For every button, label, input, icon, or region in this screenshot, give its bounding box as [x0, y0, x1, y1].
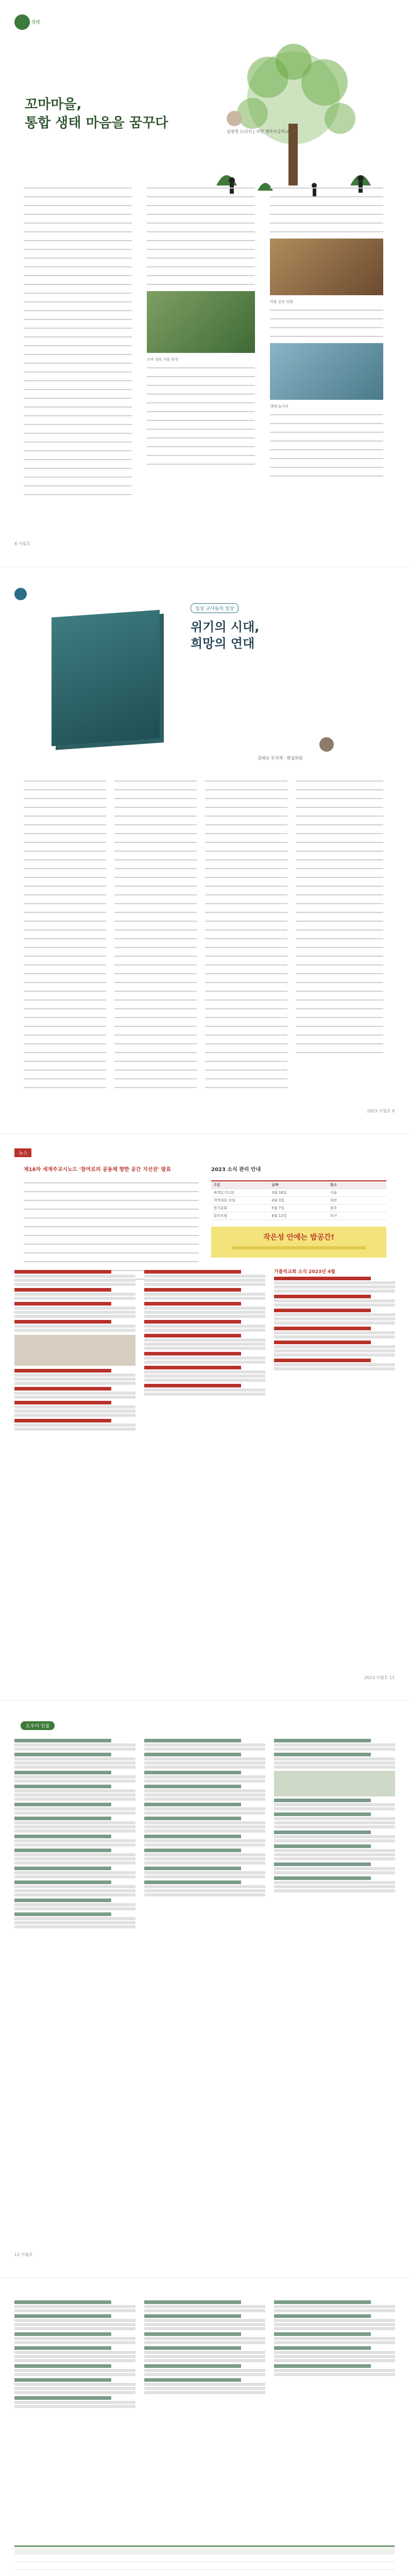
table-row: 지역대표 모임 4월 3일 대전 — [211, 1197, 386, 1205]
news-list-col-1 — [14, 1268, 135, 1432]
section-badge — [14, 588, 27, 600]
bottom-table — [14, 2546, 395, 2576]
article-page-1 — [0, 0, 409, 556]
page-footer: 2023 사월호 11 — [364, 1675, 395, 1680]
author-avatar — [227, 111, 242, 126]
book-cover-image — [52, 610, 160, 747]
listing-col-1 — [14, 1737, 135, 1929]
mid-headline: 2023 소식 관리 안내 — [211, 1167, 261, 1173]
listing-col-2 — [144, 1737, 265, 1897]
table-row: 정기총회 5월 7일 광주 — [211, 1205, 386, 1212]
photo-caption-2: 마을 공동 텃밭 — [270, 300, 294, 304]
banner-title: 작은성 안에는 밥공간! — [263, 1233, 334, 1242]
listing-col-3 — [274, 1737, 395, 1893]
yellow-banner — [211, 1227, 386, 1258]
right-headline: 가톨릭교회 소식 2023년 4월 — [274, 1269, 335, 1275]
table-header: 구분 날짜 장소 — [211, 1181, 386, 1189]
page-footer: 12 사월호 — [14, 2252, 33, 2257]
news-list-col-2 — [144, 1268, 265, 1397]
section-badge-label: 생태 — [31, 20, 40, 25]
article-photo-3 — [270, 343, 383, 400]
author-avatar — [319, 737, 334, 752]
listing-col-1 — [14, 2298, 135, 2409]
header-tag: 도우미 인물 — [21, 1721, 55, 1730]
table-row: 결산모임 6월 12일 부산 — [211, 1212, 386, 1220]
body-column-3 — [205, 778, 287, 1094]
body-column-1 — [24, 778, 106, 1094]
listing-page — [0, 1700, 409, 2267]
table-row: 세계일기도회 3월 16일 서울 — [211, 1189, 386, 1197]
section-badge — [14, 14, 30, 30]
body-column-3 — [270, 185, 383, 482]
tree-illustration — [196, 31, 391, 201]
body-column-4 — [296, 778, 383, 1059]
author-byline: 김태규 무지개 · 편집위원 — [258, 756, 303, 760]
photo-caption-3: 생태 놀이터 — [270, 404, 289, 409]
news-page — [0, 1133, 409, 1690]
schedule-table — [211, 1180, 386, 1220]
news-list-col-3 — [274, 1268, 395, 1371]
left-headline: 제18차 세계주교시노드 '참여로의 공동체 향한 공간 지선권' 발표 — [24, 1167, 171, 1173]
listing-col-3 — [274, 2298, 395, 2377]
body-column-1 — [24, 185, 132, 501]
header-tag: 일상 교사들의 일상 — [191, 603, 238, 613]
section-tag: 뉴스 — [14, 1148, 31, 1157]
body-column-2 — [147, 185, 255, 470]
article-photo-2 — [270, 239, 383, 295]
article-photo — [147, 291, 255, 353]
article-page-2 — [0, 567, 409, 1124]
author-byline: 김광천 노다지 | 자연 행복마을학교장 — [227, 129, 293, 134]
listing-page-2 — [0, 2277, 409, 2576]
listing-col-2 — [144, 2298, 265, 2395]
body-column-2 — [114, 778, 197, 1094]
page-footer: 8 사월호 — [14, 541, 30, 546]
page-title: 꼬마마을, 통합 생태 마음을 꿈꾸다 — [25, 97, 168, 131]
page-footer: 2023 사월호 9 — [367, 1109, 395, 1113]
photo-caption: 꼬마 정원 가을 풍경 — [147, 358, 178, 362]
page-title: 위기의 시대, 희망의 연대 — [191, 620, 260, 651]
